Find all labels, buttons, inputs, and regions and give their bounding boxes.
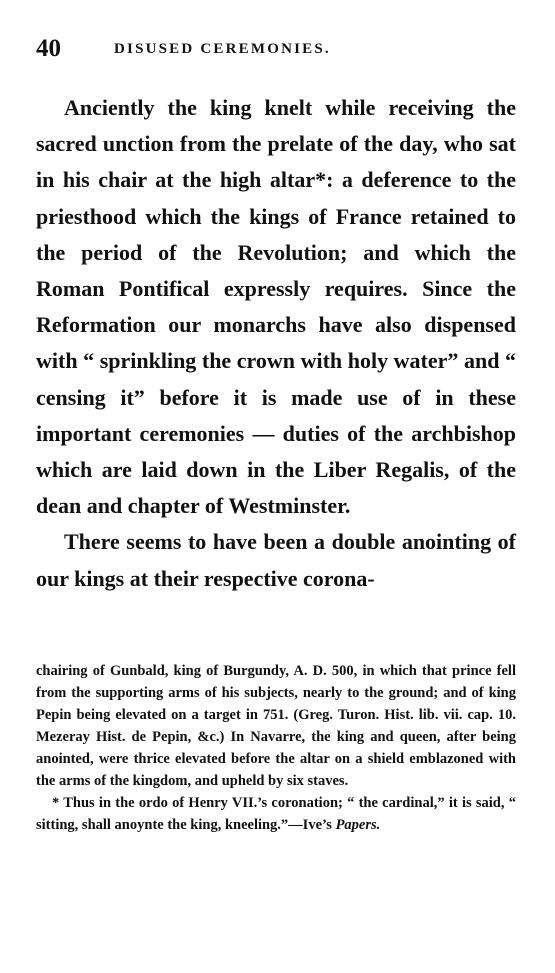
- paragraph: There seems to have been a double anointing of our kings at their respective corona-: [36, 529, 516, 591]
- footnote-star-text: * Thus in the ordo of Henry VII.’s coronation; “ the cardinal,” it is said, “ sitting, shall anoynte the king, kneeling.”—Ive’s: [36, 795, 516, 833]
- footnote-continued: chairing of Gunbald, king of Burgundy, A. D. 500, in which that prince fell from the supporting arms of his subjects, nearly to the ground; and of king Pepin being elevated on a target in 751. (Greg. Turon. Hist. lib. vii. cap. 10. Mezeray Hist. de Pepin, &c.) In Navarre, the king and queen, after being anointed, were thrice elevated before the altar on a shield emblazoned with the arms of the kingdom, and upheld by six staves.: [36, 663, 516, 789]
- footnote-star: [36, 792, 516, 836]
- page-header: [36, 34, 516, 64]
- footnotes: [36, 660, 516, 836]
- footnote-star-source: Papers.: [335, 817, 381, 833]
- paragraph: Anciently the king knelt while receiving the sacred unction from the prelate of the day, who sat in his chair at the high altar*: a deference to the priesthood which the kings of France retained to the period of the Revolution; and which the Roman Pontifical expressly requires. Since the Reformation our monarchs have also dispensed with “ sprinkling the crown with holy water” and “ censing it” before it is made use of in these important ceremonies — duties of the archbishop which are laid down in the Liber Regalis, of the dean and chapter of Westminster.: [36, 95, 516, 519]
- running-title: DISUSED CEREMONIES.: [114, 41, 331, 57]
- page-number: 40: [36, 35, 61, 62]
- main-text: [36, 90, 516, 597]
